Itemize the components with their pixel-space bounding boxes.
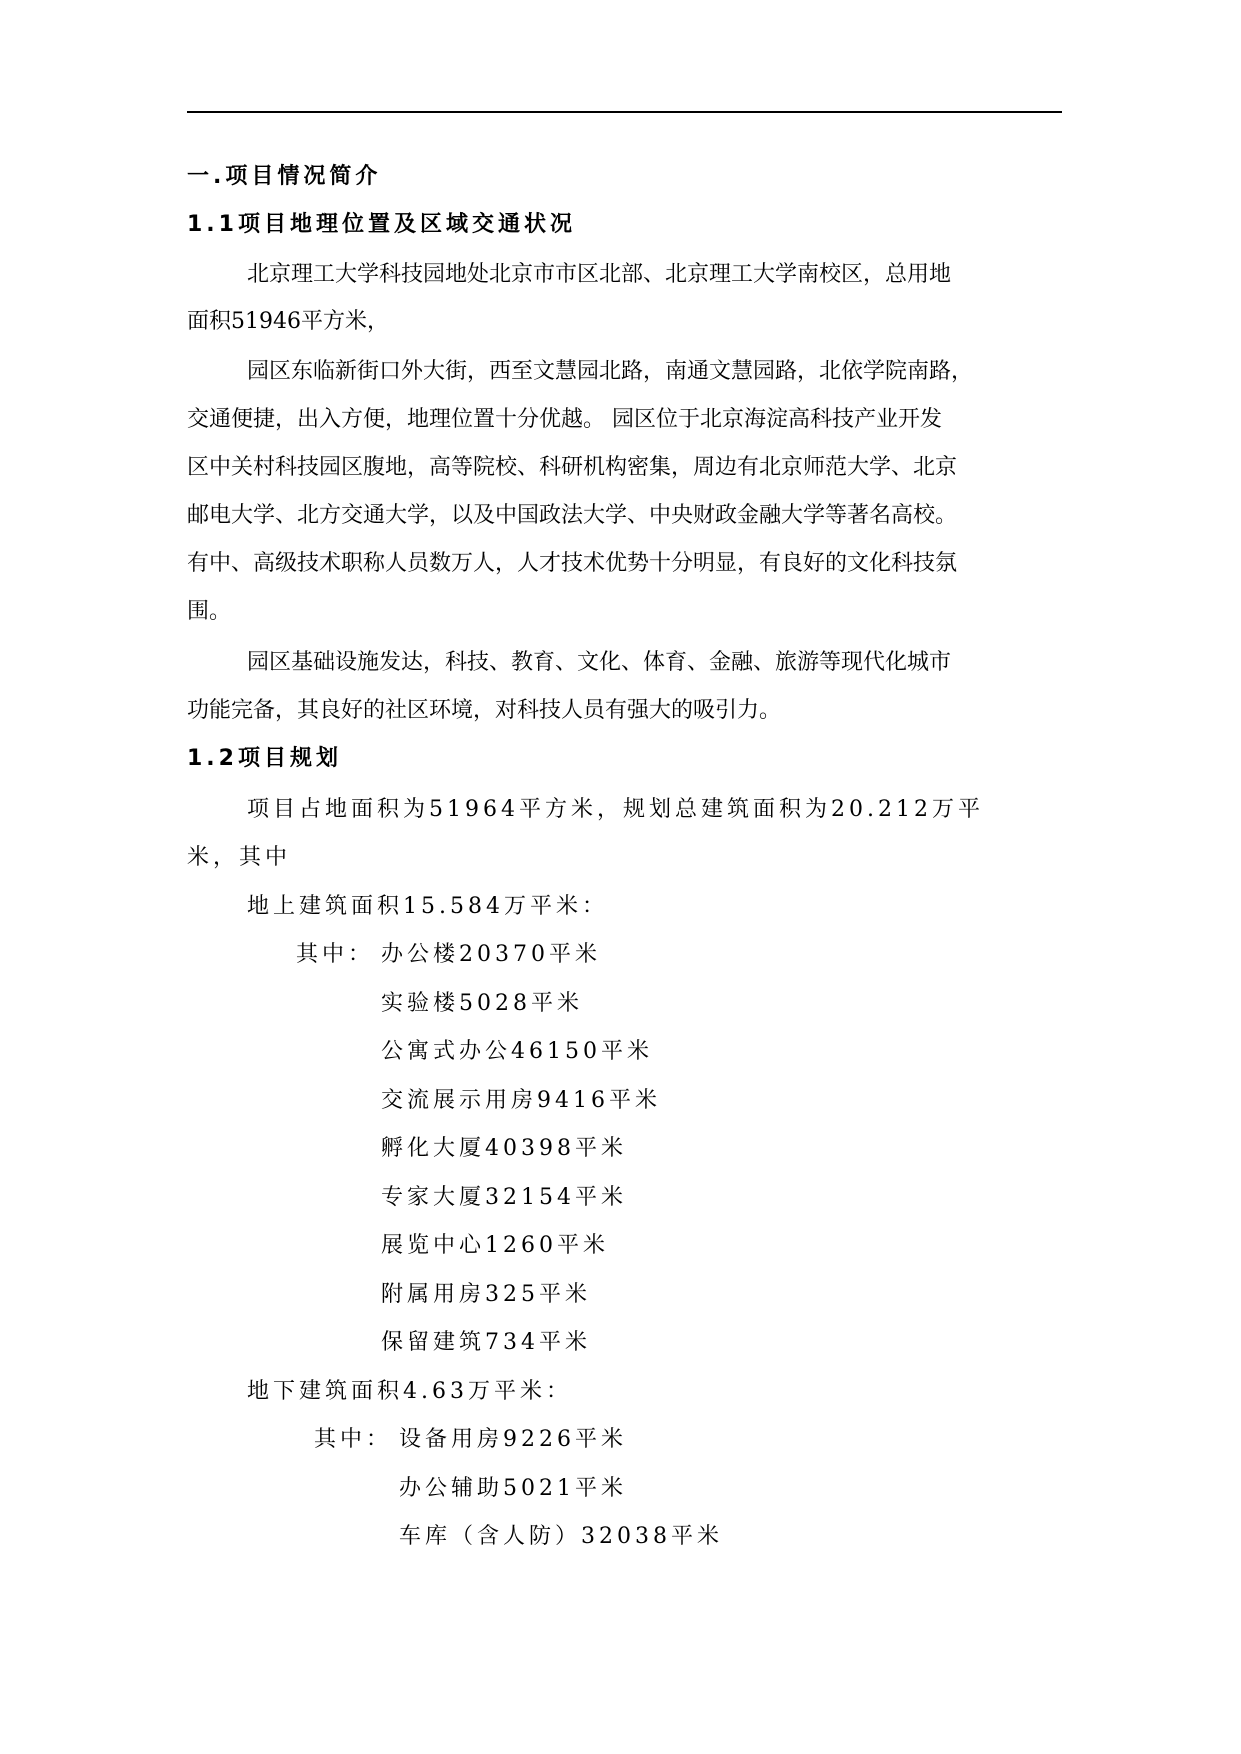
paragraph-line: 交通便捷，出入方便，地理位置十分优越。 园区位于北京海淀高科技产业开发 (187, 407, 942, 432)
list-item: 交流展示用房9416平米 (381, 1088, 661, 1113)
below-ground-area: 地下建筑面积4.63万平米： (247, 1379, 572, 1404)
paragraph-line: 邮电大学、北方交通大学，以及中国政法大学、中央财政金融大学等著名高校。 (187, 503, 958, 528)
heading-project-overview: 一.项目情况简介 (187, 164, 382, 189)
paragraph-line: 区中关村科技园区腹地，高等院校、科研机构密集，周边有北京师范大学、北京 (187, 455, 958, 480)
paragraph-line: 园区基础设施发达，科技、教育、文化、体育、金融、旅游等现代化城市 (247, 650, 952, 675)
list-item: 办公楼20370平米 (381, 942, 601, 967)
below-ground-prefix: 其中： (314, 1427, 393, 1452)
list-item: 公寓式办公46150平米 (381, 1039, 653, 1064)
list-item: 专家大厦32154平米 (381, 1185, 627, 1210)
paragraph-line: 有中、高级技术职称人员数万人，人才技术优势十分明显，有良好的文化科技氛 (187, 551, 958, 576)
paragraph-line: 功能完备，其良好的社区环境，对科技人员有强大的吸引力。 (187, 698, 782, 723)
paragraph-line: 项目占地面积为51964平方米，规划总建筑面积为20.212万平 (247, 797, 984, 822)
header-rule (187, 111, 1062, 113)
paragraph-line: 米，其中 (187, 845, 292, 870)
above-ground-prefix: 其中： (296, 942, 375, 967)
heading-project-planning: 1.2项目规划 (187, 746, 342, 771)
paragraph-line: 面积51946平方米， (187, 309, 389, 334)
list-item: 设备用房9226平米 (399, 1427, 627, 1452)
paragraph-line: 北京理工大学科技园地处北京市市区北部、北京理工大学南校区，总用地 (247, 262, 952, 287)
list-item: 孵化大厦40398平米 (381, 1136, 627, 1161)
heading-location-traffic: 1.1项目地理位置及区域交通状况 (187, 212, 576, 237)
list-item: 附属用房325平米 (381, 1282, 591, 1307)
list-item: 展览中心1260平米 (381, 1233, 609, 1258)
list-item: 车库（含人防）32038平米 (399, 1524, 723, 1549)
above-ground-area: 地上建筑面积15.584万平米： (247, 894, 608, 919)
list-item: 办公辅助5021平米 (399, 1476, 627, 1501)
list-item: 实验楼5028平米 (381, 991, 583, 1016)
paragraph-line: 围。 (187, 599, 232, 624)
list-item: 保留建筑734平米 (381, 1330, 591, 1355)
paragraph-line: 园区东临新街口外大街，西至文慧园北路，南通文慧园路，北依学院南路， (247, 359, 974, 384)
